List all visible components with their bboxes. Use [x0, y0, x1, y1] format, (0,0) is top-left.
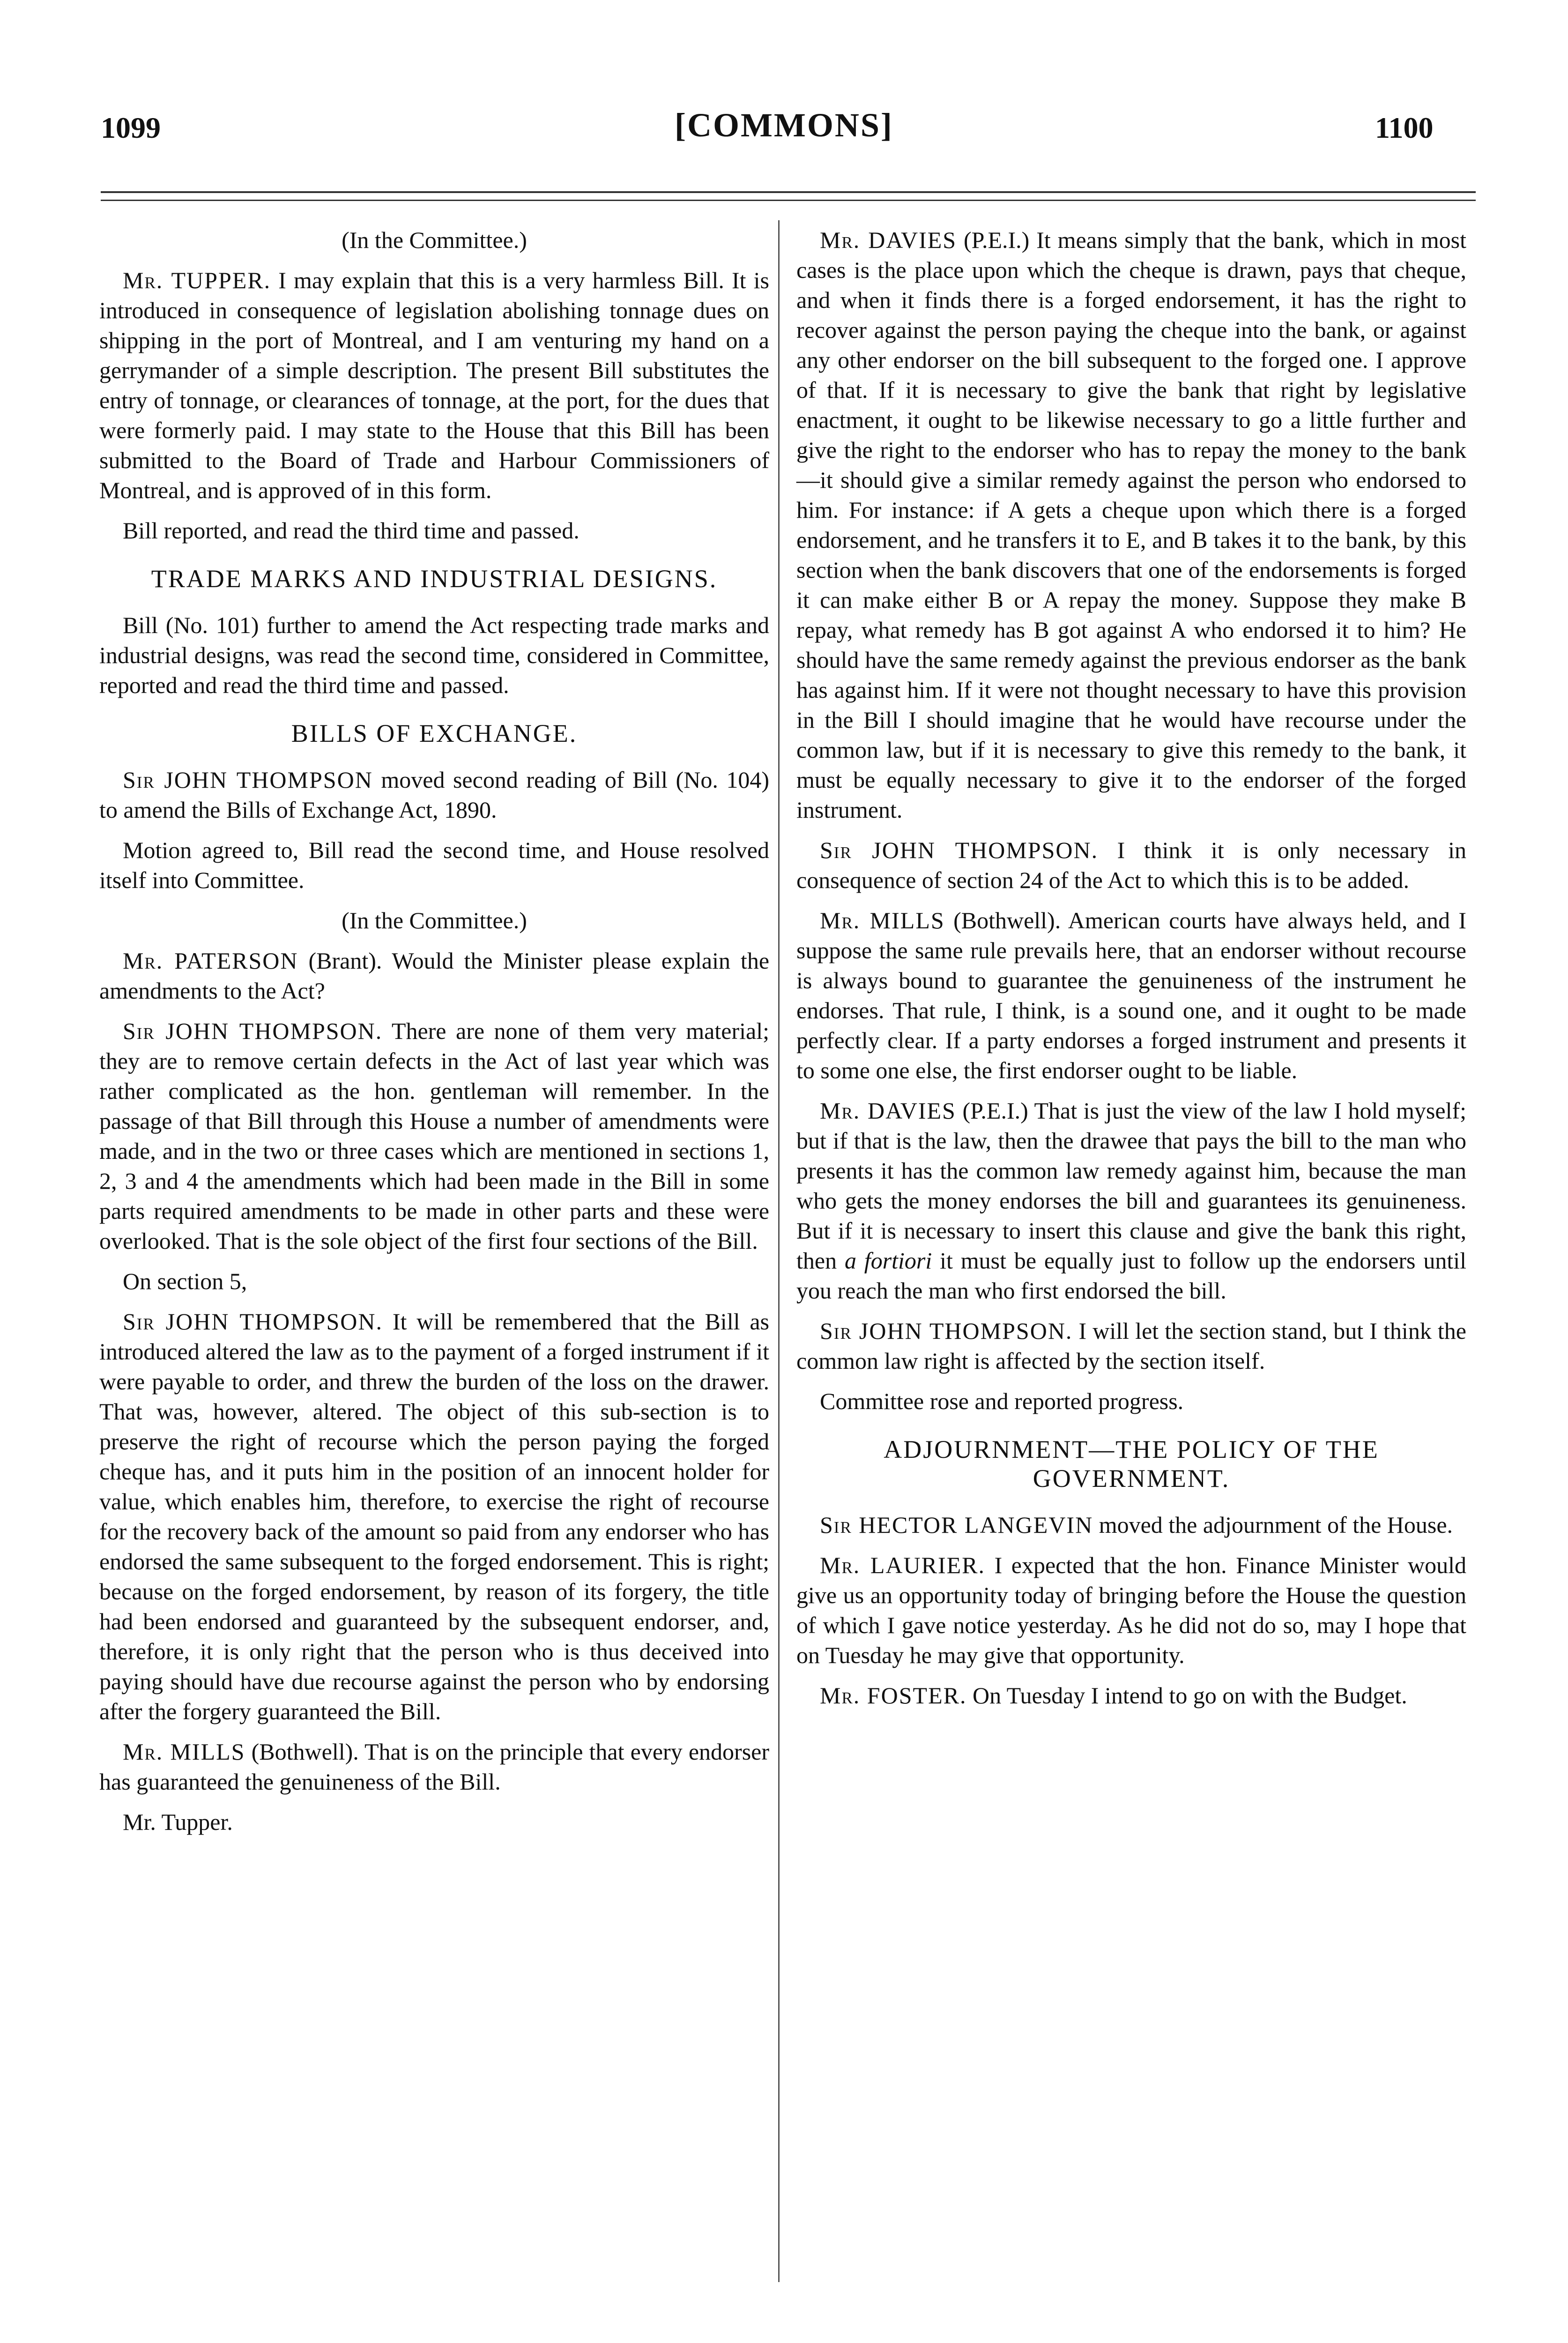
speech-paragraph [99, 946, 769, 1006]
speaker-name: Mr. DAVIES [820, 227, 957, 253]
speech-text: moved second reading of Bill (No. 104) to amend the Bills of Exchange Act, 1890. [99, 767, 770, 823]
speaker-name: Sir HECTOR LANGEVIN [820, 1512, 1093, 1538]
page-header [0, 0, 1568, 169]
speech-paragraph [99, 1016, 769, 1256]
speech-paragraph [796, 905, 1466, 1085]
speaker-name: Mr. LAURIER. [820, 1552, 986, 1578]
speech-paragraph [796, 1680, 1466, 1710]
speaker-name: Mr. PATERSON [123, 948, 298, 974]
italic-phrase: a fortiori [844, 1247, 932, 1274]
catchword: Mr. Tupper. [123, 1809, 233, 1835]
speech-paragraph [99, 765, 769, 825]
running-title: [COMMONS] [675, 106, 893, 144]
speech-text: (Bothwell). That is on the principle that every endorser has guaranteed the genuineness of the Bill. [99, 1739, 769, 1795]
committee-note: (In the Committee.) [342, 227, 527, 253]
speech-paragraph [796, 225, 1466, 825]
speech-paragraph [99, 1737, 769, 1797]
speech-text: (Brant). Would the Minister please explain the amendments to the Act? [99, 948, 770, 1004]
section-heading: ADJOURNMENT—THE POLICY OF THE GOVERNMENT. [884, 1435, 1379, 1492]
speaker-name: Mr. TUPPER. [123, 267, 271, 293]
speech-text: I expected that the hon. Finance Minister would give us an opportunity today of bringing before the House the question of which I gave notice yesterday. As he did not do so, may I hope that on Tuesday he may give that opportunity. [796, 1552, 1467, 1668]
speech-paragraph [796, 1096, 1466, 1306]
proceeding-paragraph: On section 5, [123, 1268, 247, 1294]
page-number-right: 1100 [1375, 111, 1434, 144]
speech-text: It will be remembered that the Bill as introduced altered the law as to the payment of a forged instrument if it were payable to order, and threw the burden of the loss on the drawer. That was, however, altered. The object of this sub-section is to preserve the right of recourse which the person paying the forged cheque has, and it puts him in the position of an innocent holder for value, which enables him, therefore, to exercise the right of recourse for the recovery back of the amount so paid from any endorser who has endorsed the same subsequent to the forged endorsement. This is right; because on the forged endorsement, by reason of its forgery, the title had been endorsed and guaranteed by the subsequent endorser, and, therefore, it is only right that the person who is thus deceived into paying should have due recourse against the person who by endorsing after the forgery guaranteed the Bill. [99, 1308, 769, 1724]
column-divider [778, 220, 780, 2282]
speech-text: it must be equally just to follow up the endorsers until you reach the man who first endorsed the bill. [796, 1247, 1467, 1304]
speech-text: (Bothwell). American courts have always held, and I suppose the same rule prevails here, that an endorser without recourse is always bound to guarantee the genuineness of the instrument he endorses. That rule, I think, is a sound one, and it ought to be made perfectly clear. If a party endorses a forged instrument and presents it to some one else, the first endorser ought to be liable. [796, 907, 1466, 1083]
speech-text: (P.E.I.) It means simply that the bank, which in most cases is the place upon which the cheque is drawn, pays that cheque, and when it finds there is a forged endorsement, it has the right to recover against the person paying the cheque into the bank, or against any other endorser on the bill subsequent to the forged one. I approve of that. If it is necessary to give the bank that right by legislative enactment, it ought to be likewise necessary to go a little further and give the right to the endorser who has to repay the money to the bank—it should give a similar remedy against the person who endorsed to him. For instance: if A gets a cheque upon which there is a forged endorsement, and he transfers it to E, and B takes it to the bank, by this section when the bank discovers that one of the endorsements is forged it can make either B or A repay the money. Suppose they make B repay, what remedy has B got against A who endorsed it to him? He should have the same remedy against the previous endorser as the bank has against him. If it were not thought necessary to have this provision in the Bill I should imagine that he would have recourse under the common law, but if it is necessary to give this remedy to the bank, it must be equally necessary to give it to the endorser of the forged instrument. [796, 227, 1467, 823]
speech-text: I think it is only necessary in consequence of section 24 of the Act to which this is to be added. [796, 837, 1466, 893]
proceeding-paragraph: Bill (No. 101) further to amend the Act respecting trade marks and industrial designs, was read the second time, considered in Committee, reported and read the third time and passed. [99, 612, 769, 698]
section-heading: BILLS OF EXCHANGE. [291, 719, 578, 747]
left-column [99, 225, 769, 1847]
proceeding-paragraph: Committee rose and reported progress. [820, 1388, 1184, 1414]
speech-paragraph [796, 1510, 1466, 1540]
speech-paragraph [796, 1550, 1466, 1670]
speech-text: I will let the section stand, but I think the common law right is affected by the section itself. [796, 1318, 1466, 1374]
speaker-name: Mr. MILLS [820, 907, 945, 933]
header-rule [101, 191, 1476, 193]
right-column [796, 225, 1466, 1721]
speaker-name: Sir JOHN THOMPSON. [820, 1318, 1073, 1344]
speaker-name: Mr. FOSTER. [820, 1682, 967, 1709]
proceeding-paragraph: Motion agreed to, Bill read the second time, and House resolved itself into Committee. [99, 837, 769, 893]
speech-paragraph [99, 265, 769, 505]
speech-text: There are none of them very material; they are to remove certain defects in the Act of last year which was rather complicated as the hon. gentleman will remember. In the passage of that Bill through this House a number of amendments were made, and in the two or three cases which are mentioned in sections 1, 2, 3 and 4 the amendments which had been made in the Bill in some parts required amendments to be made in other parts and these were overlooked. That is the sole object of the first four sections of the Bill. [99, 1018, 769, 1254]
speaker-name: Sir JOHN THOMPSON [123, 767, 373, 793]
speaker-name: Sir JOHN THOMPSON. [820, 837, 1099, 863]
speech-text: (P.E.I.) That is just the view of the law I hold myself; but if that is the law, then the drawee that pays the bill to the man who presents it has the common law remedy against him, because the man who gets the money endorses the bill and guarantees its genuineness. But if it is necessary to insert this clause and give the bank this right, then [796, 1097, 1466, 1274]
speech-text: On Tuesday I intend to go on with the Budget. [972, 1682, 1407, 1709]
section-heading: TRADE MARKS AND INDUSTRIAL DESIGNS. [151, 565, 718, 593]
speaker-name: Sir JOHN THOMPSON. [123, 1308, 383, 1335]
speech-text: I may explain that this is a very harmless Bill. It is introduced in consequence of legislation abolishing tonnage dues on shipping in the port of Montreal, and I am venturing my hand on a gerrymander of a simple description. The present Bill substitutes the entry of tonnage, or clearances of tonnage, at the port, for the dues that were formerly paid. I may state to the House that this Bill has been submitted to the Board of Trade and Harbour Commissioners of Montreal, and is approved of in this form. [99, 267, 770, 503]
proceeding-paragraph: Bill reported, and read the third time and passed. [123, 517, 580, 544]
page-number-left: 1099 [101, 111, 161, 144]
speech-paragraph [99, 1306, 769, 1726]
speaker-name: Mr. MILLS [123, 1739, 245, 1765]
committee-note: (In the Committee.) [342, 907, 527, 933]
speech-text: moved the adjournment of the House. [1099, 1512, 1453, 1538]
speaker-name: Mr. DAVIES [820, 1097, 956, 1124]
speech-paragraph [796, 835, 1466, 895]
speech-paragraph [796, 1316, 1466, 1376]
header-rule-thin [101, 200, 1476, 201]
speaker-name: Sir JOHN THOMPSON. [123, 1018, 383, 1044]
